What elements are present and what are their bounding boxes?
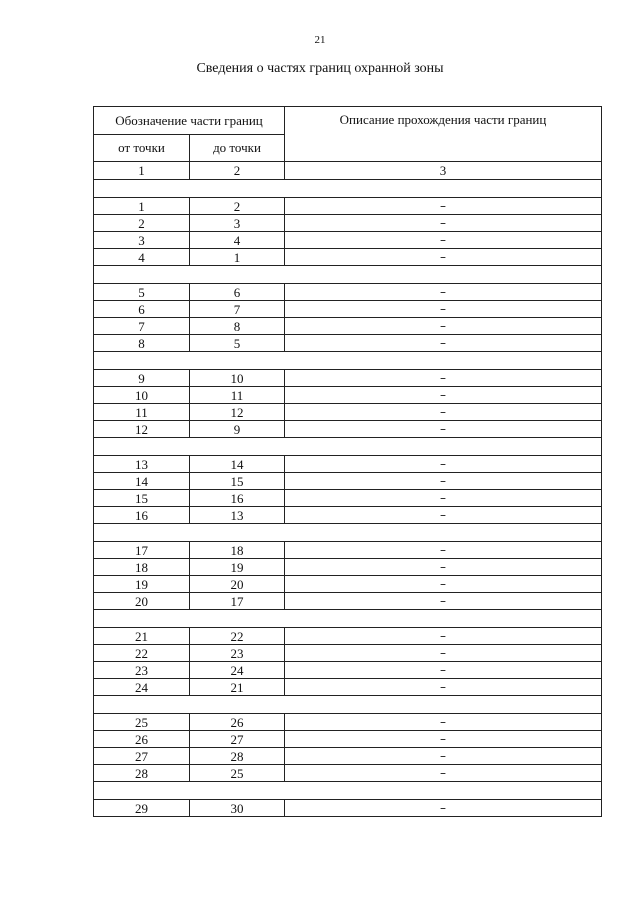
to-point-cell: 10 bbox=[190, 370, 285, 387]
from-point-cell: 21 bbox=[94, 628, 190, 645]
description-cell: – bbox=[285, 473, 602, 490]
from-point-cell: 2 bbox=[94, 215, 190, 232]
from-point-cell: 24 bbox=[94, 679, 190, 696]
table-row bbox=[94, 748, 602, 765]
description-cell: – bbox=[285, 370, 602, 387]
description-cell: – bbox=[285, 249, 602, 266]
to-point-cell: 17 bbox=[190, 593, 285, 610]
from-point-cell: 11 bbox=[94, 404, 190, 421]
description-cell: – bbox=[285, 421, 602, 438]
description-cell: – bbox=[285, 404, 602, 421]
from-point-cell: 18 bbox=[94, 559, 190, 576]
to-point-cell: 11 bbox=[190, 387, 285, 404]
group-separator-row bbox=[94, 352, 602, 370]
description-cell: – bbox=[285, 662, 602, 679]
description-cell: – bbox=[285, 748, 602, 765]
description-cell: – bbox=[285, 559, 602, 576]
to-point-cell: 27 bbox=[190, 731, 285, 748]
description-cell: – bbox=[285, 542, 602, 559]
from-point-cell: 13 bbox=[94, 456, 190, 473]
header-boundary-description: Описание прохождения части границ bbox=[285, 107, 602, 162]
column-number-3: 3 bbox=[285, 162, 602, 180]
to-point-cell: 5 bbox=[190, 335, 285, 352]
from-point-cell: 3 bbox=[94, 232, 190, 249]
table-row bbox=[94, 628, 602, 645]
group-separator-row bbox=[94, 438, 602, 456]
to-point-cell: 14 bbox=[190, 456, 285, 473]
from-point-cell: 10 bbox=[94, 387, 190, 404]
to-point-cell: 20 bbox=[190, 576, 285, 593]
header-to-point: до точки bbox=[190, 135, 285, 162]
group-separator-cell bbox=[94, 180, 602, 198]
column-number-1: 1 bbox=[94, 162, 190, 180]
description-cell: – bbox=[285, 628, 602, 645]
group-separator-row bbox=[94, 610, 602, 628]
to-point-cell: 24 bbox=[190, 662, 285, 679]
to-point-cell: 28 bbox=[190, 748, 285, 765]
to-point-cell: 2 bbox=[190, 198, 285, 215]
from-point-cell: 5 bbox=[94, 284, 190, 301]
description-cell: – bbox=[285, 800, 602, 817]
document-title: Сведения о частях границ охранной зоны bbox=[196, 61, 444, 76]
table-row bbox=[94, 662, 602, 679]
to-point-cell: 22 bbox=[190, 628, 285, 645]
to-point-cell: 4 bbox=[190, 232, 285, 249]
page-number: 21 bbox=[314, 34, 326, 46]
group-separator-row bbox=[94, 524, 602, 542]
table-row bbox=[94, 507, 602, 524]
table-row bbox=[94, 421, 602, 438]
to-point-cell: 30 bbox=[190, 800, 285, 817]
header-from-point: от точки bbox=[94, 135, 190, 162]
description-cell: – bbox=[285, 284, 602, 301]
from-point-cell: 12 bbox=[94, 421, 190, 438]
boundary-parts-table bbox=[93, 106, 602, 817]
table-row bbox=[94, 800, 602, 817]
to-point-cell: 23 bbox=[190, 645, 285, 662]
description-cell: – bbox=[285, 645, 602, 662]
group-separator-row bbox=[94, 782, 602, 800]
to-point-cell: 1 bbox=[190, 249, 285, 266]
group-separator-cell bbox=[94, 266, 602, 284]
from-point-cell: 23 bbox=[94, 662, 190, 679]
table-row bbox=[94, 284, 602, 301]
from-point-cell: 4 bbox=[94, 249, 190, 266]
from-point-cell: 26 bbox=[94, 731, 190, 748]
from-point-cell: 7 bbox=[94, 318, 190, 335]
to-point-cell: 13 bbox=[190, 507, 285, 524]
to-point-cell: 16 bbox=[190, 490, 285, 507]
to-point-cell: 26 bbox=[190, 714, 285, 731]
table-row bbox=[94, 404, 602, 421]
from-point-cell: 20 bbox=[94, 593, 190, 610]
from-point-cell: 28 bbox=[94, 765, 190, 782]
table-row bbox=[94, 542, 602, 559]
header-boundary-designation: Обозначение части границ bbox=[94, 107, 285, 135]
from-point-cell: 25 bbox=[94, 714, 190, 731]
to-point-cell: 3 bbox=[190, 215, 285, 232]
description-cell: – bbox=[285, 215, 602, 232]
group-separator-row bbox=[94, 696, 602, 714]
to-point-cell: 19 bbox=[190, 559, 285, 576]
to-point-cell: 25 bbox=[190, 765, 285, 782]
group-separator-cell bbox=[94, 782, 602, 800]
table-body bbox=[94, 180, 602, 817]
to-point-cell: 9 bbox=[190, 421, 285, 438]
description-cell: – bbox=[285, 198, 602, 215]
from-point-cell: 15 bbox=[94, 490, 190, 507]
description-cell: – bbox=[285, 301, 602, 318]
group-separator-cell bbox=[94, 524, 602, 542]
table-row bbox=[94, 679, 602, 696]
to-point-cell: 15 bbox=[190, 473, 285, 490]
description-cell: – bbox=[285, 318, 602, 335]
table-row bbox=[94, 301, 602, 318]
description-cell: – bbox=[285, 679, 602, 696]
table-row bbox=[94, 370, 602, 387]
from-point-cell: 19 bbox=[94, 576, 190, 593]
group-separator-cell bbox=[94, 610, 602, 628]
group-separator-cell bbox=[94, 696, 602, 714]
to-point-cell: 12 bbox=[190, 404, 285, 421]
from-point-cell: 27 bbox=[94, 748, 190, 765]
description-cell: – bbox=[285, 765, 602, 782]
from-point-cell: 8 bbox=[94, 335, 190, 352]
to-point-cell: 8 bbox=[190, 318, 285, 335]
from-point-cell: 17 bbox=[94, 542, 190, 559]
table-row bbox=[94, 490, 602, 507]
table-row bbox=[94, 456, 602, 473]
to-point-cell: 7 bbox=[190, 301, 285, 318]
description-cell: – bbox=[285, 714, 602, 731]
table-row bbox=[94, 387, 602, 404]
table-row bbox=[94, 232, 602, 249]
from-point-cell: 1 bbox=[94, 198, 190, 215]
from-point-cell: 9 bbox=[94, 370, 190, 387]
table-row bbox=[94, 593, 602, 610]
from-point-cell: 14 bbox=[94, 473, 190, 490]
table-row bbox=[94, 249, 602, 266]
from-point-cell: 6 bbox=[94, 301, 190, 318]
table-row bbox=[94, 576, 602, 593]
table-row bbox=[94, 318, 602, 335]
from-point-cell: 22 bbox=[94, 645, 190, 662]
description-cell: – bbox=[285, 232, 602, 249]
table-row bbox=[94, 559, 602, 576]
group-separator-row bbox=[94, 180, 602, 198]
description-cell: – bbox=[285, 507, 602, 524]
table-row bbox=[94, 473, 602, 490]
table-row bbox=[94, 714, 602, 731]
table-row bbox=[94, 765, 602, 782]
to-point-cell: 21 bbox=[190, 679, 285, 696]
group-separator-cell bbox=[94, 438, 602, 456]
description-cell: – bbox=[285, 731, 602, 748]
description-cell: – bbox=[285, 387, 602, 404]
column-number-2: 2 bbox=[190, 162, 285, 180]
table-row bbox=[94, 731, 602, 748]
description-cell: – bbox=[285, 490, 602, 507]
group-separator-row bbox=[94, 266, 602, 284]
group-separator-cell bbox=[94, 352, 602, 370]
to-point-cell: 6 bbox=[190, 284, 285, 301]
from-point-cell: 16 bbox=[94, 507, 190, 524]
description-cell: – bbox=[285, 335, 602, 352]
table-row bbox=[94, 335, 602, 352]
description-cell: – bbox=[285, 576, 602, 593]
description-cell: – bbox=[285, 456, 602, 473]
to-point-cell: 18 bbox=[190, 542, 285, 559]
description-cell: – bbox=[285, 593, 602, 610]
table-row bbox=[94, 645, 602, 662]
table-row bbox=[94, 215, 602, 232]
from-point-cell: 29 bbox=[94, 800, 190, 817]
table-row bbox=[94, 198, 602, 215]
